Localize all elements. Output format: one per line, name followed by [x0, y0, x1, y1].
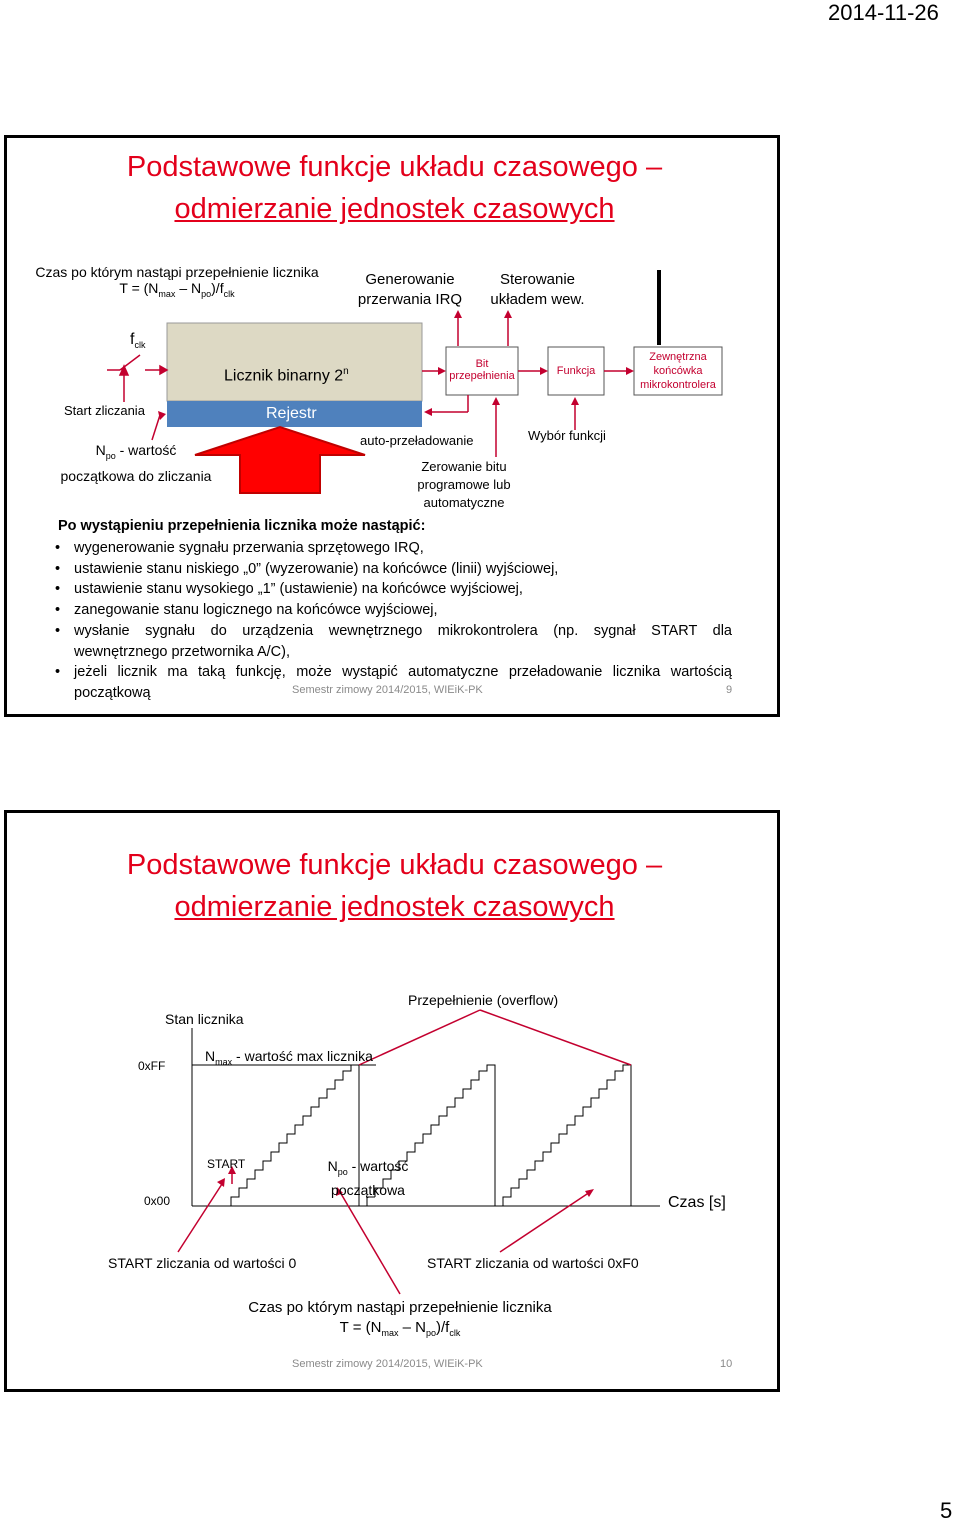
external-pin-label: Zewnętrzna końcówka mikrokontrolera — [640, 351, 716, 391]
counter-timing-diagram — [0, 990, 960, 1330]
x-axis-label: Czas [s] — [668, 1194, 726, 1211]
title-line-1: Podstawowe funkcje układu czasowego – — [126, 849, 663, 881]
function-select-label: Wybór funkcji — [528, 428, 606, 443]
counter-label: Licznik binarny 2$^n$ — [224, 366, 349, 385]
list-item: • ustawienie stanu wysokiego „1” (ustawienie) na końcówce wyjściowej, — [50, 579, 732, 600]
title-line-2: odmierzanie jednostek czasowych — [174, 193, 615, 225]
start-small-label: START — [207, 1157, 246, 1171]
page-number: 5 — [940, 1498, 953, 1523]
overflow-label: Przepełnienie (overflow) — [408, 992, 559, 1008]
formula-caption: Czas po którym nastąpi przepełnienie licznika $T = (N_{max} - N_{po})/f_{clk}$ — [18, 264, 336, 299]
auto-reload-label: auto-przeładowanie — [360, 433, 474, 448]
register-label: Rejestr — [266, 405, 317, 422]
start-zero-label: START zliczania od wartości 0 — [108, 1255, 297, 1271]
period-caption: Czas po którym nastąpi przepełnienie licznika $T = (N_{max} - N_{po})/f_{clk}$ — [220, 1298, 580, 1343]
list-item: • wysłanie sygnału do urządzenia wewnętrznego mikrokontrolera (np. sygnał START dla wewnętrznego przetwornika A/C), — [50, 621, 732, 662]
start-counting-label: Start zliczania — [64, 403, 145, 418]
fclk-label: $f_{clk}$ — [130, 331, 146, 351]
formula-text: $T = (N_{max} - N_{po})/f_{clk}$ — [339, 1319, 461, 1338]
nmax-label: $N_{max}$ - wartość max licznika — [205, 1048, 373, 1067]
overflow-effects-list — [50, 538, 732, 704]
switch-icon — [107, 355, 167, 402]
tick-00: 0x00 — [144, 1194, 171, 1208]
overflow-bit-label: Bit przepełnienia — [449, 358, 515, 382]
title-line-2: odmierzanie jednostek czasowych — [174, 891, 615, 923]
overflow-effects-heading: Po wystąpieniu przepełnienia licznika może nastąpić: — [58, 518, 426, 534]
list-item: • jeżeli licznik ma taką funkcję, może wystąpić automatyczne przeładowanie licznika wartością początkową — [50, 662, 732, 703]
slide-footer: Semestr zimowy 2014/2015, WIEiK-PK — [292, 684, 483, 696]
title-line-1: Podstawowe funkcje układu czasowego – — [126, 151, 663, 183]
slide-number: 10 — [720, 1358, 733, 1370]
zero-bit-label: Zerowanie bitu programowe lub automatyczne — [417, 459, 511, 510]
slide-title — [7, 844, 782, 928]
list-item: • wygenerowanie sygnału przerwania sprzętowego IRQ, — [50, 538, 732, 559]
list-item: • ustawienie stanu niskiego „0” (wyzerowanie) na końcówce (linii) wyjściowej, — [50, 559, 732, 580]
slide-footer: Semestr zimowy 2014/2015, WIEiK-PK — [292, 1358, 483, 1370]
list-item: • zanegowanie stanu logicznego na końcówce wyjściowej, — [50, 600, 732, 621]
slide-number: 9 — [726, 684, 733, 696]
tick-ff: 0xFF — [138, 1059, 166, 1073]
npo-label: $N_{po}$ - wartość początkowa — [327, 1158, 409, 1198]
internal-control-label: Sterowanie układem wew. — [490, 271, 585, 308]
function-label: Funkcja — [556, 365, 596, 377]
y-axis-label: Stan licznika — [165, 1011, 244, 1027]
formula-text: $T = (N_{max} - N_{po})/f_{clk}$ — [119, 280, 235, 299]
irq-label: Generowanie przerwania IRQ — [357, 271, 463, 308]
npo-label: $N_{po}$ - wartość początkowa do zliczania — [60, 442, 212, 484]
header-date: 2014-11-26 — [828, 0, 939, 25]
start-f0-label: START zliczania od wartości 0xF0 — [427, 1255, 639, 1271]
counter-box — [167, 323, 422, 401]
